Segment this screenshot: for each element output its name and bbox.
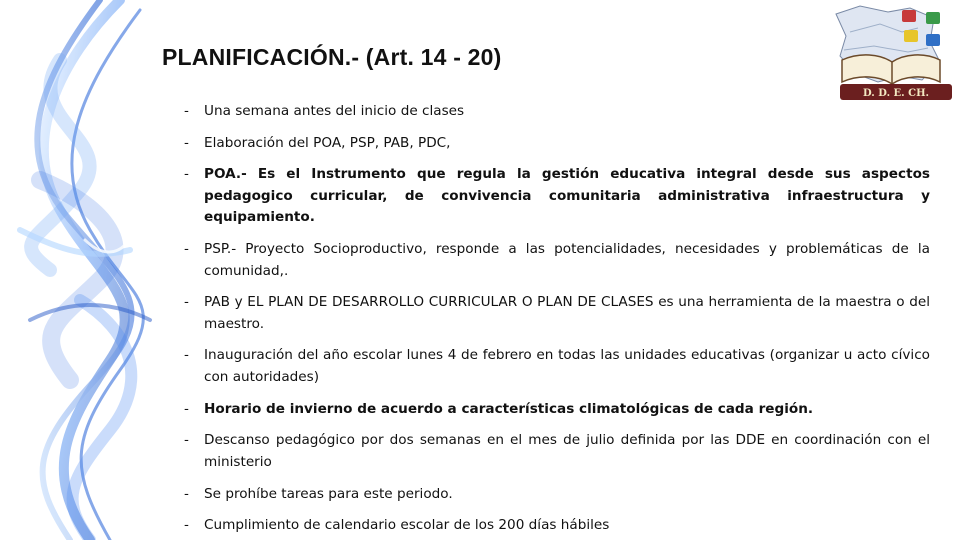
blue-swirl-background-icon (0, 0, 200, 540)
ddech-logo (830, 2, 958, 102)
bullet-text: PSP.- Proyecto Socioproductivo, responde a las potencialidades, necesidades y problemáticas de la comunidad,. (204, 241, 930, 279)
bullet-marker: - (184, 432, 189, 449)
bullet-marker: - (184, 517, 189, 534)
bullet-text: Cumplimiento de calendario escolar de los 200 días hábiles (204, 517, 610, 534)
bullet-item (184, 164, 930, 229)
bullet-text: POA.- Es el Instrumento que regula la gestión educativa integral desde sus aspectos pedagogico curricular, de convivencia comunitaria administrativa infraestructura y equipamiento. (204, 166, 930, 226)
bullet-text: Descanso pedagógico por dos semanas en el mes de julio definida por las DDE en coordinación con el ministerio (204, 432, 930, 470)
bullet-text: Elaboración del POA, PSP, PAB, PDC, (204, 134, 451, 151)
bullet-text: Horario de invierno de acuerdo a características climatológicas de cada región. (204, 400, 814, 417)
page-title: PLANIFICACIÓN.- (Art. 14 - 20) (162, 44, 502, 70)
bullet-text: PAB y EL PLAN DE DESARROLLO CURRICULAR O PLAN DE CLASES es una herramienta de la maestra o del maestro. (204, 294, 930, 332)
bullet-text: Inauguración del año escolar lunes 4 de febrero en todas las unidades educativas (organizar u acto cívico con autoridades) (204, 347, 930, 385)
bullet-text: Una semana antes del inicio de clases (204, 103, 465, 119)
bullet-marker: - (184, 347, 189, 364)
bullet-item (184, 399, 930, 421)
bullet-item (184, 101, 930, 123)
bullet-marker: - (184, 103, 189, 119)
bullet-marker: - (184, 166, 189, 183)
book-map-logo-icon (830, 2, 958, 102)
bullet-item (184, 484, 930, 506)
bullet-item (184, 239, 930, 282)
bullet-marker: - (184, 485, 189, 502)
bullet-marker: - (184, 400, 189, 417)
bullet-marker: - (184, 294, 189, 311)
bullet-item (184, 133, 930, 155)
bullet-marker: - (184, 241, 189, 258)
bullet-item (184, 345, 930, 388)
bullet-item (184, 430, 930, 473)
bullet-marker: - (184, 134, 189, 151)
svg-text:D. D. E. CH.: D. D. E. CH. (862, 88, 930, 99)
bullet-item (184, 292, 930, 335)
bullet-item (184, 515, 930, 537)
bullet-text: Se prohíbe tareas para este periodo. (204, 485, 453, 502)
bullet-list (184, 101, 930, 540)
